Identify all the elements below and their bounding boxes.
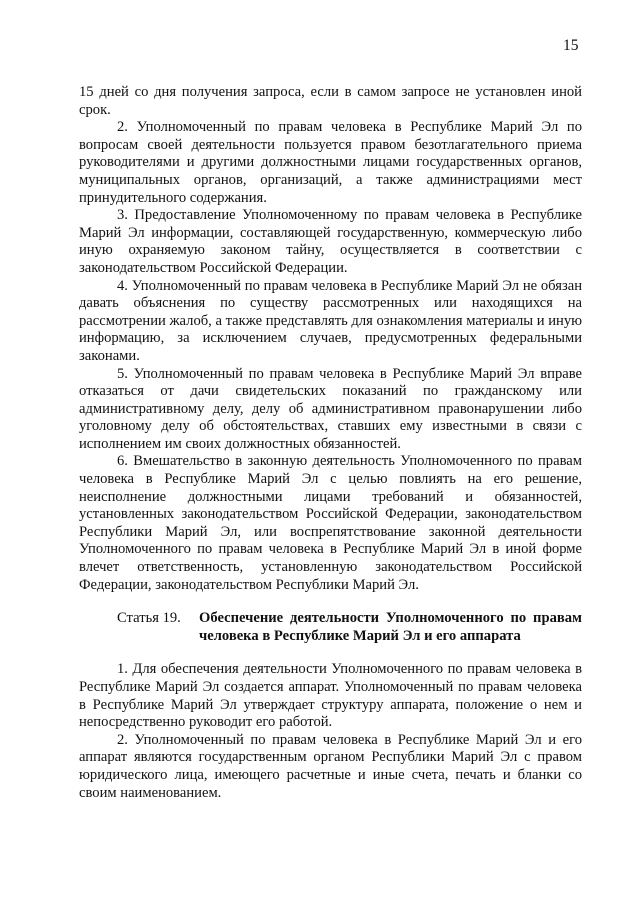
article-paragraph-1: 1. Для обеспечения деятельности Уполномоченного по правам человека в Республике Марий Эл создается аппарат. Уполномоченный по правам человека в Республике Марий Эл утверждает структуру аппарата, положение о нем и непосредственно руководит его работой. [79,661,582,731]
paragraph-item-6: 6. Вмешательство в законную деятельность Уполномоченного по правам человека в Республике Марий Эл с целью повлиять на его решение, неисполнение должностными лицами требований и обязанностей, установленных законодательством Российской Федерации, законодательством Республики Марий Эл, или воспрепятствование законной деятельности Уполномоченного по правам человека в Республике Марий Эл в иной форме влечет ответственность, установленную законодательством Российской Федерации, законодательством Республики Марий Эл. [79,453,582,593]
article-title: Обеспечение деятельности Уполномоченного по правам человека в Республике Марий Эл и его аппарата [199,610,582,644]
article-paragraph-2: 2. Уполномоченный по правам человека в Республике Марий Эл и его аппарат являются государственным органом Республики Марий Эл с правом юридического лица, имеющего расчетные и иные счета, печать и бланки со своим наименованием. [79,731,582,801]
document-body [79,84,582,802]
article-number: Статья 19. [117,610,181,627]
paragraph-continuation: 15 дней со дня получения запроса, если в самом запросе не установлен иной срок. [79,84,582,118]
page-number: 15 [563,37,579,54]
paragraph-item-4: 4. Уполномоченный по правам человека в Республике Марий Эл не обязан давать объяснения по существу рассмотренных или находящихся на рассмотрении жалоб, а также представлять для ознакомления материалы и иную информацию, за исключением случаев, предусмотренных федеральными законами. [79,277,583,364]
paragraph-item-3: 3. Предоставление Уполномоченному по правам человека в Республике Марий Эл информации, составляющей государственную, коммерческую либо иную охраняемую законом тайну, осуществляется в соответствии с законодательством Российской Федерации. [79,207,582,276]
paragraph-item-5: 5. Уполномоченный по правам человека в Республике Марий Эл вправе отказаться от дачи свидетельских показаний по гражданскому или административному делу, делу об административном правонарушении либо уголовному делу об обстоятельствах, ставших ему известными в связи с исполнением им своих должностных обязанностей. [79,365,582,452]
article-heading [79,610,582,645]
paragraph-item-2: 2. Уполномоченный по правам человека в Республике Марий Эл по вопросам своей деятельности пользуется правом безотлагательного приема руководителями и другими должностными лицами государственных органов, муниципальных органов, организаций, а также администрациями мест принудительного содержания. [79,119,582,206]
